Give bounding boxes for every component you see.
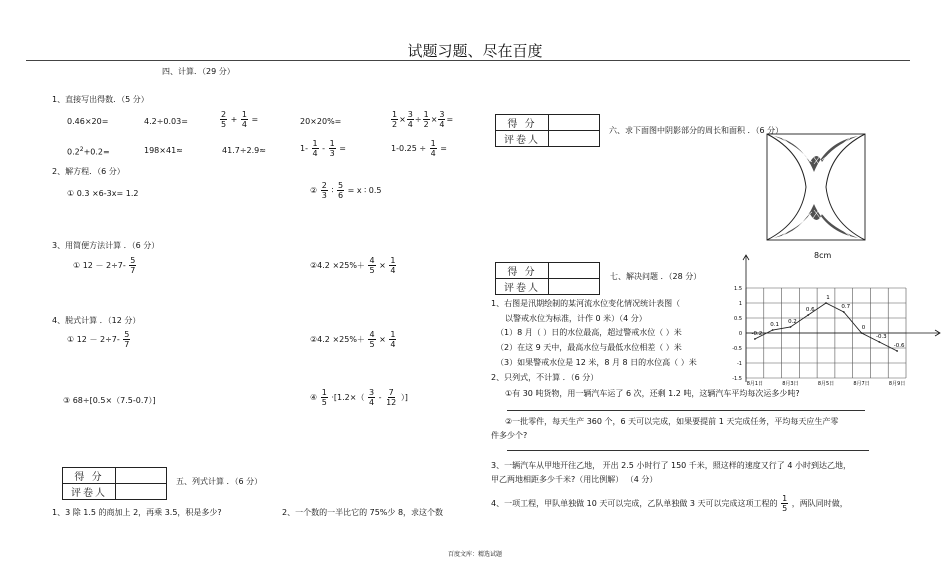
calc-r1-c: $\frac{2}{5}$ + $\frac{1}{4}$ =: [221, 110, 259, 129]
y-tick-label: -1: [737, 361, 742, 367]
section5-q1: 1、3 除 1.5 的商加上 2，再乘 3.5，积是多少?: [52, 508, 222, 517]
calc-r2-d: 1- $\frac{1}{4}$ - $\frac{1}{3}$ =: [300, 139, 346, 158]
square-outline: [767, 134, 865, 240]
data-point: [754, 338, 756, 340]
shaded-region-bottom: [774, 204, 858, 238]
data-point: [790, 326, 792, 328]
score-box-section5: [62, 467, 167, 500]
data-point: [825, 302, 827, 304]
y-tick-label: -0.5: [732, 346, 742, 352]
calc-r2-c: 41.7÷2.9≈: [222, 146, 266, 155]
s7-q2-title: 2、只列式，不计算 ．（6 分）: [491, 373, 599, 382]
equation-1: ① 0.3 ×6-3x= 1.2: [67, 189, 139, 198]
q3-title: 3、用简便方法计算 ．（6 分）: [52, 241, 160, 250]
data-label: -0.2: [751, 331, 763, 337]
header-rule: [26, 60, 910, 61]
s7-q2-b2: 件多少个?: [491, 431, 528, 440]
grader-label: 评卷人: [63, 484, 116, 500]
data-point: [843, 311, 845, 313]
data-label: 1: [826, 295, 830, 301]
s7-q1-title: 1、右图是汛期绘制的某河流水位变化情况统计表图（: [491, 299, 681, 308]
calc-r2-e: 1-0.25 ÷ $\frac{1}{4}$ =: [391, 139, 447, 158]
score-label: 得 分: [63, 468, 116, 484]
simplify-1: ① 12 － 2÷7- $\frac{5}{7}$: [73, 256, 136, 275]
score-label: 得 分: [496, 115, 549, 131]
simplify-2: ②4.2 ×25%＋ $\frac{4}{5}$ × $\frac{1}{4}$: [310, 256, 396, 275]
calc-r1-d: 20×20%=: [300, 117, 342, 126]
data-label: 0: [861, 325, 866, 331]
score-box-section6: [495, 114, 600, 147]
calc-r1-e: $\frac{1}{2}$ × $\frac{3}{4}$ ÷ $\frac{1}{2}$ × $\frac{3}{4}$ =: [392, 110, 454, 129]
x-tick-label: 8月5日: [817, 381, 835, 387]
x-tick-label: 8月1日: [746, 381, 764, 387]
score-cell[interactable]: [116, 468, 167, 484]
data-point: [807, 314, 809, 316]
stepwise-3: ③ 68÷[0.5×（7.5-0.7）]: [63, 396, 156, 405]
arc-outline: [767, 134, 865, 240]
page-footer: 百度文库：精选试题: [447, 551, 502, 558]
s7-q2-a: ①有 30 吨货物，用一辆汽车运了 6 次，还剩 1.2 吨，这辆汽车平均每次运多少吨?: [505, 389, 800, 398]
s7-q1-b: （2）在这 9 天中，最高水位与最低水位相差（ ）米: [496, 343, 682, 352]
grader-cell[interactable]: [549, 279, 600, 295]
y-tick-label: -1.5: [732, 376, 742, 382]
calc-r2-b: 198×41≈: [144, 146, 183, 155]
data-label: -0.6: [893, 343, 905, 349]
stepwise-2: ②4.2 ×25%＋ $\frac{4}{5}$ × $\frac{1}{4}$: [310, 330, 396, 349]
q1-title: 1、直接写出得数．（5 分）: [52, 95, 149, 104]
s7-q1-a: （1）8 月（ ）日的水位最高，超过警戒水位（ ）米: [496, 328, 682, 337]
section7-title: 七、解决问题 ．（28 分）: [610, 272, 702, 281]
answer-line: [507, 410, 865, 411]
data-point: [772, 329, 774, 331]
data-label: -0.3: [875, 334, 887, 340]
score-box-section7: [495, 262, 600, 295]
section6-title: 六、求下面图中阴影部分的周长和面积 ．（6 分）: [609, 126, 784, 135]
score-label: 得 分: [496, 263, 549, 279]
answer-line: [507, 450, 869, 451]
grader-label: 评卷人: [496, 279, 549, 295]
water-level-chart: [728, 254, 944, 388]
q4-title: 4、脱式计算 ．（12 分）: [52, 316, 141, 325]
page-header-title: 试题习题、尽在百度: [407, 42, 543, 60]
figure-dimension-label: 8cm: [814, 251, 832, 260]
calc-r1-b: 4.2÷0.03=: [144, 117, 188, 126]
section4-title: 四、计算．（29 分）: [162, 67, 235, 76]
y-tick-label: 1.5: [734, 286, 742, 292]
data-point: [896, 350, 898, 352]
data-label: 0.6: [805, 307, 815, 313]
shaded-figure: [762, 132, 870, 244]
score-cell[interactable]: [549, 263, 600, 279]
x-tick-label: 8月9日: [888, 381, 906, 387]
data-label: 0.7: [841, 304, 851, 310]
x-tick-label: 8月7日: [853, 381, 870, 387]
calc-r2-a: $0.2^2+0.2=$: [67, 146, 110, 157]
stepwise-4: ④ $\frac{1}{5}$ ·[1.2×（ $\frac{3}{4}$ - $\frac{7}{12}$ ）]: [310, 388, 408, 407]
q2-title: 2、解方程．（6 分）: [52, 167, 125, 176]
y-tick-label: 0: [738, 331, 742, 337]
equation-2: ② $\frac{2}{3}$ ∶ $\frac{5}{6}$ = x ∶ 0.5: [310, 181, 382, 200]
section5-q2: 2、一个数的一半比它的 75%少 8，求这个数: [282, 508, 444, 517]
data-point: [861, 332, 863, 334]
data-label: 0.2: [788, 319, 797, 325]
calc-r1-a: 0.46×20=: [67, 117, 109, 126]
grader-cell[interactable]: [549, 131, 600, 147]
y-tick-label: 0.5: [734, 316, 742, 322]
data-label: 0.1: [770, 322, 780, 328]
s7-q1-c: （3）如果警戒水位是 12 米，8 月 8 日的水位高（ ）米: [496, 358, 697, 367]
s7-q1-sub: 以警戒水位为标准，计作 0 米）（4 分）: [505, 314, 647, 323]
data-point: [878, 341, 880, 343]
y-tick-label: 1: [738, 301, 742, 307]
section5-title: 五、列式计算 ．（6 分）: [176, 477, 263, 486]
x-tick-label: 8月3日: [782, 381, 799, 387]
grader-label: 评卷人: [496, 131, 549, 147]
grader-cell[interactable]: [116, 484, 167, 500]
s7-q4: 4、一项工程，甲队单独做 10 天可以完成，乙队单独做 3 天可以完成这项工程的 $\frac{1}{5}$ ，两队同时做，: [491, 494, 848, 513]
stepwise-1: ① 12 － 2÷7- $\frac{5}{7}$: [67, 330, 130, 349]
score-cell[interactable]: [549, 115, 600, 131]
s7-q2-b: ②一批零件，每天生产 360 个，6 天可以完成，如果要提前 1 天完成任务，平均每天应生产零: [505, 417, 839, 426]
s7-q3: 3、一辆汽车从甲地开往乙地， 开出 2.5 小时行了 150 千米，照这样的速度又行了 4 小时到达乙地，: [491, 461, 851, 470]
s7-q3b: 甲乙两地相距多少千米?（用比例解） （4 分）: [491, 475, 658, 484]
